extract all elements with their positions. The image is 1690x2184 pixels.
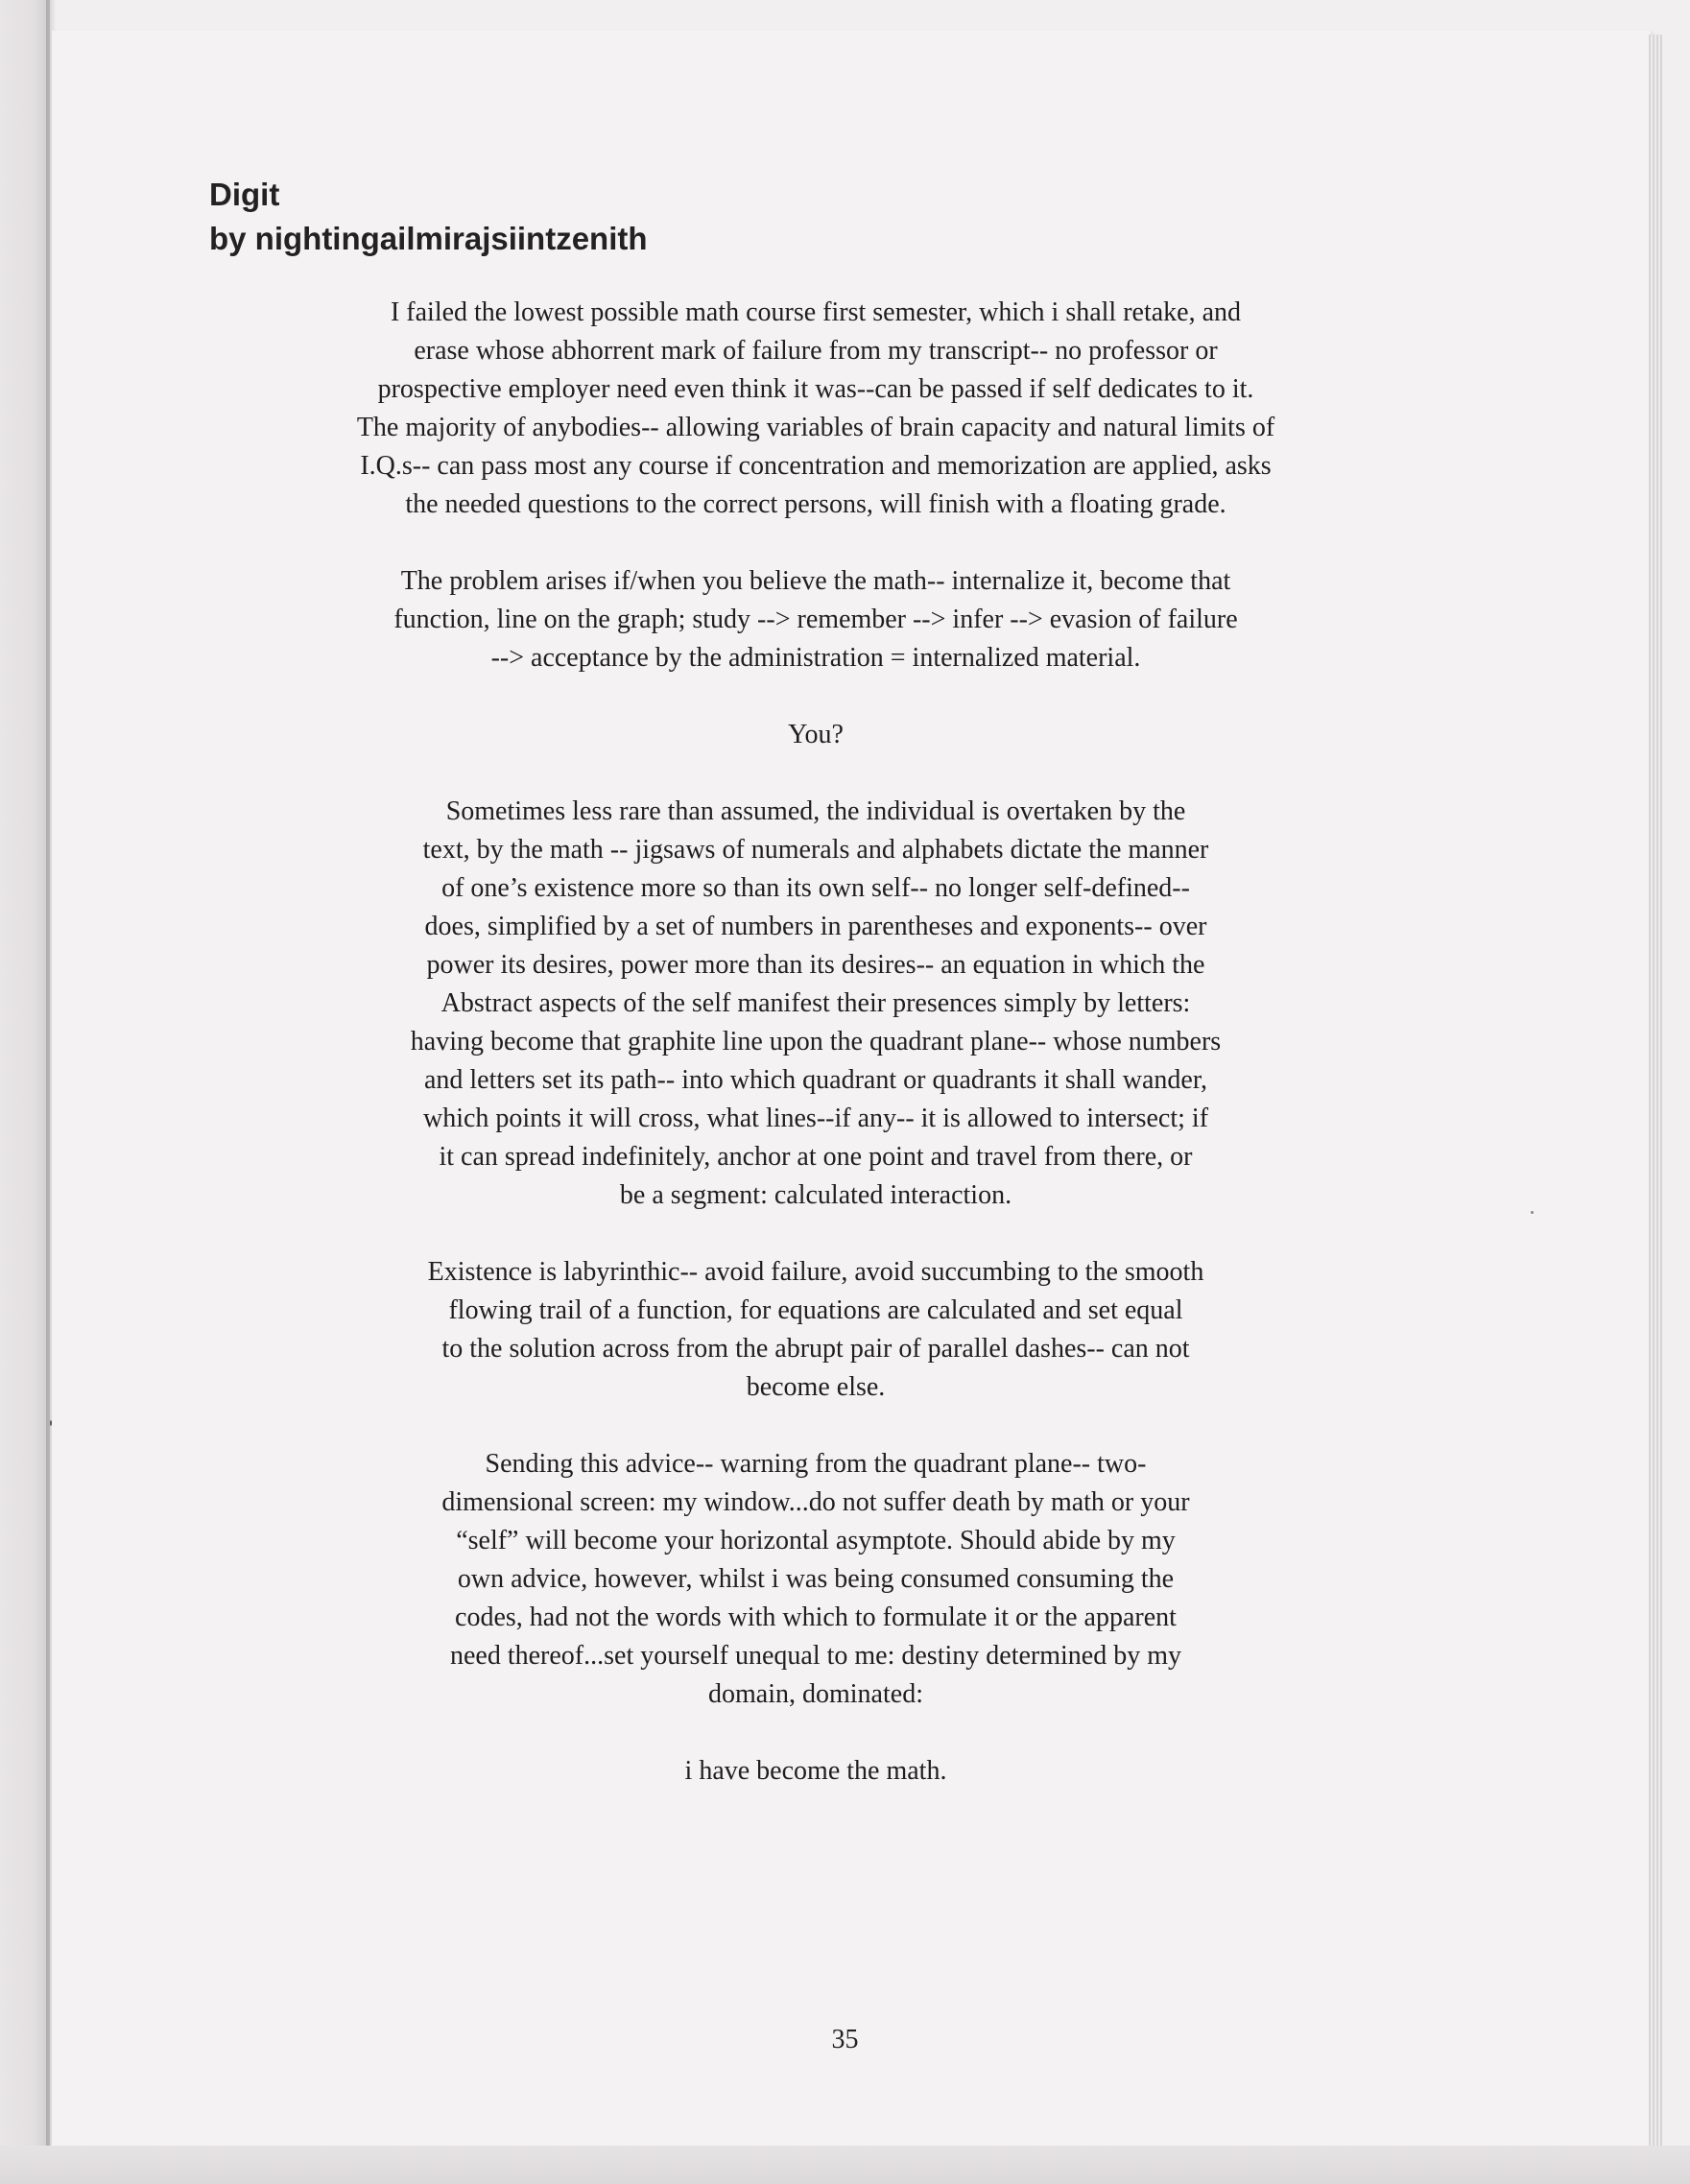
text-line: become else. bbox=[746, 1372, 886, 1402]
text-line: Sometimes less rare than assumed, the individual is overtaken by the bbox=[445, 796, 1186, 826]
text-line: text, by the math -- jigsaws of numerals and alphabets dictate the manner bbox=[422, 835, 1209, 865]
text-line: the needed questions to the correct persons, will finish with a floating grade. bbox=[405, 489, 1226, 519]
text-line: You? bbox=[788, 720, 844, 749]
text-line: codes, had not the words with which to formulate it or the apparent bbox=[455, 1602, 1177, 1632]
text-line: function, line on the graph; study --> remember --> infer --> evasion of failure bbox=[393, 605, 1238, 634]
facing-page-edge bbox=[0, 0, 50, 2184]
bottom-edge bbox=[0, 2146, 1690, 2184]
text-line: of one’s existence more so than its own self-- no longer self-defined-- bbox=[441, 873, 1190, 903]
text-line: Abstract aspects of the self manifest their presences simply by letters: bbox=[440, 988, 1191, 1018]
poem-body bbox=[269, 294, 1363, 1829]
text-line: need thereof...set yourself unequal to me: destiny determined by my bbox=[449, 1641, 1181, 1671]
poem-title: Digit bbox=[209, 177, 280, 212]
text-line: it can spread indefinitely, anchor at one point and travel from there, or bbox=[439, 1142, 1193, 1172]
paragraph bbox=[269, 1752, 1363, 1791]
text-line: having become that graphite line upon the quadrant plane-- whose numbers bbox=[410, 1027, 1222, 1056]
text-line: --> acceptance by the administration = internalized material. bbox=[490, 643, 1141, 673]
paragraph bbox=[269, 716, 1363, 754]
text-line: Sending this advice-- warning from the quadrant plane-- two- bbox=[485, 1449, 1147, 1479]
text-line: I failed the lowest possible math course first semester, which i shall retake, and bbox=[390, 297, 1242, 327]
text-line: “self” will become your horizontal asymptote. Should abide by my bbox=[456, 1526, 1176, 1555]
text-line: The problem arises if/when you believe the math-- internalize it, become that bbox=[400, 566, 1231, 596]
text-line: does, simplified by a set of numbers in parentheses and exponents-- over bbox=[424, 912, 1207, 941]
page-number: 35 bbox=[831, 2025, 859, 2054]
paper-speck bbox=[1531, 1211, 1534, 1214]
text-line: prospective employer need even think it was--can be passed if self dedicates to it. bbox=[377, 374, 1254, 404]
text-line: to the solution across from the abrupt pair of parallel dashes-- can not bbox=[441, 1334, 1190, 1364]
text-line: dimensional screen: my window...do not suffer death by math or your bbox=[441, 1487, 1190, 1517]
paragraph bbox=[269, 1253, 1363, 1407]
text-line: The majority of anybodies-- allowing variables of brain capacity and natural limits of bbox=[356, 413, 1275, 442]
text-line: flowing trail of a function, for equations are calculated and set equal bbox=[448, 1295, 1183, 1325]
paragraph bbox=[269, 294, 1363, 524]
text-line: be a segment: calculated interaction. bbox=[619, 1180, 1012, 1210]
text-line: own advice, however, whilst i was being consumed consuming the bbox=[457, 1564, 1175, 1594]
page-stack-edge bbox=[1649, 35, 1662, 2146]
poem-author: by nightingailmirajsiintzenith bbox=[209, 221, 648, 256]
text-line: and letters set its path-- into which quadrant or quadrants it shall wander, bbox=[423, 1065, 1208, 1095]
text-line: Existence is labyrinthic-- avoid failure, avoid succumbing to the smooth bbox=[427, 1257, 1204, 1287]
text-line: power its desires, power more than its desires-- an equation in which the bbox=[426, 950, 1205, 980]
text-line: erase whose abhorrent mark of failure from my transcript-- no professor or bbox=[414, 336, 1218, 366]
text-line: i have become the math. bbox=[684, 1756, 947, 1786]
paragraph bbox=[269, 562, 1363, 677]
paragraph bbox=[269, 793, 1363, 1215]
paper-speck bbox=[50, 1420, 52, 1426]
text-line: I.Q.s-- can pass most any course if concentration and memorization are applied, asks bbox=[360, 451, 1272, 481]
text-line: which points it will cross, what lines--if any-- it is allowed to intersect; if bbox=[422, 1104, 1209, 1133]
poem-title-block bbox=[209, 173, 648, 261]
paragraph bbox=[269, 1445, 1363, 1714]
text-line: domain, dominated: bbox=[708, 1679, 923, 1709]
